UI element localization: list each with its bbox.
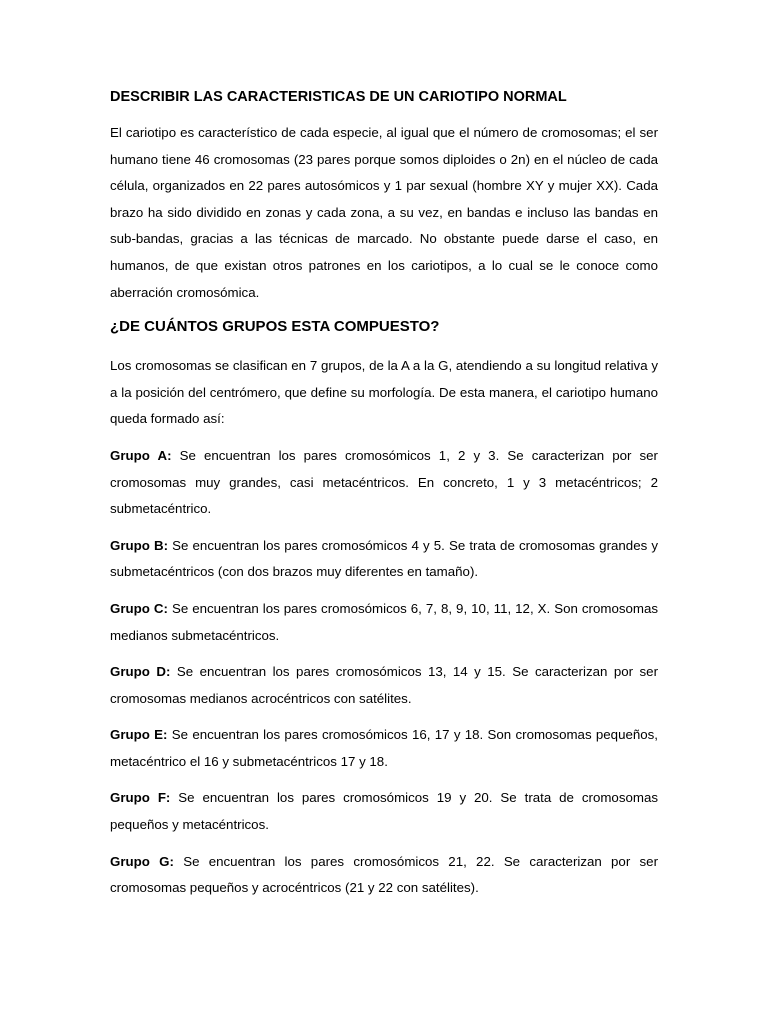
intro-paragraph: El cariotipo es característico de cada especie, al igual que el número de cromosomas; el ser humano tiene 46 cromosomas (23 pares porque somos diploides o 2n) en el núcleo de cada célula, organizados en 22 pares autosómicos y 1 par sexual (hombre XY y mujer XX). Cada brazo ha sido dividido en zonas y cada zona, a su vez, en bandas e incluso las bandas en sub-bandas, gracias a las técnicas de marcado. No obstante puede darse el caso, en humanos, de que existan otros patrones en los cariotipos, a lo cual se le conoce como aberración cromosómica. [110,125,658,300]
document-title: DESCRIBIR LAS CARACTERISTICAS DE UN CARIOTIPO NORMAL [110,89,567,105]
group-d-text: Se encuentran los pares cromosómicos 13, 14 y 15. Se caracterizan por ser cromosomas medianos acrocéntricos con satélites. [110,664,658,706]
group-f-text: Se encuentran los pares cromosómicos 19 y 20. Se trata de cromosomas pequeños y metacéntricos. [110,790,658,833]
group-f-paragraph [110,785,658,838]
document-page [110,84,658,912]
group-a-paragraph [110,443,658,523]
section-heading: ¿DE CUÁNTOS GRUPOS ESTA COMPUESTO? [110,318,440,336]
group-e-text: Se encuentran los pares cromosómicos 16, 17 y 18. Son cromosomas pequeños, metacéntrico el 16 y submetacéntricos 17 y 18. [110,727,658,769]
group-g-text: Se encuentran los pares cromosómicos 21, 22. Se caracterizan por ser cromosomas pequeños y acrocéntricos (21 y 22 con satélites). [110,853,658,896]
group-f-label: Grupo F: [110,790,171,806]
group-d-paragraph [110,659,658,712]
group-g-paragraph [110,849,658,902]
group-e-label: Grupo E: [110,727,168,743]
group-d-label: Grupo D: [110,664,171,680]
group-e-paragraph [110,722,658,775]
lead-paragraph: Los cromosomas se clasifican en 7 grupos, de la A a la G, atendiendo a su longitud relativa y a la posición del centrómero, que define su morfología. De esta manera, el cariotipo humano queda formado así: [110,358,658,427]
group-a-label: Grupo A: [110,447,172,463]
group-g-label: Grupo G: [110,853,174,869]
group-b-paragraph [110,533,658,586]
group-c-paragraph [110,596,658,649]
group-b-text: Se encuentran los pares cromosómicos 4 y 5. Se trata de cromosomas grandes y submetacéntricos (con dos brazos muy diferentes en tamaño). [110,537,658,580]
group-b-label: Grupo B: [110,537,169,553]
group-c-label: Grupo C: [110,600,168,616]
group-a-text: Se encuentran los pares cromosómicos 1, 2 y 3. Se caracterizan por ser cromosomas muy grandes, casi metacéntricos. En concreto, 1 y 3 metacéntricos; 2 submetacéntrico. [110,447,658,517]
group-c-text: Se encuentran los pares cromosómicos 6, 7, 8, 9, 10, 11, 12, X. Son cromosomas medianos submetacéntricos. [110,600,659,643]
